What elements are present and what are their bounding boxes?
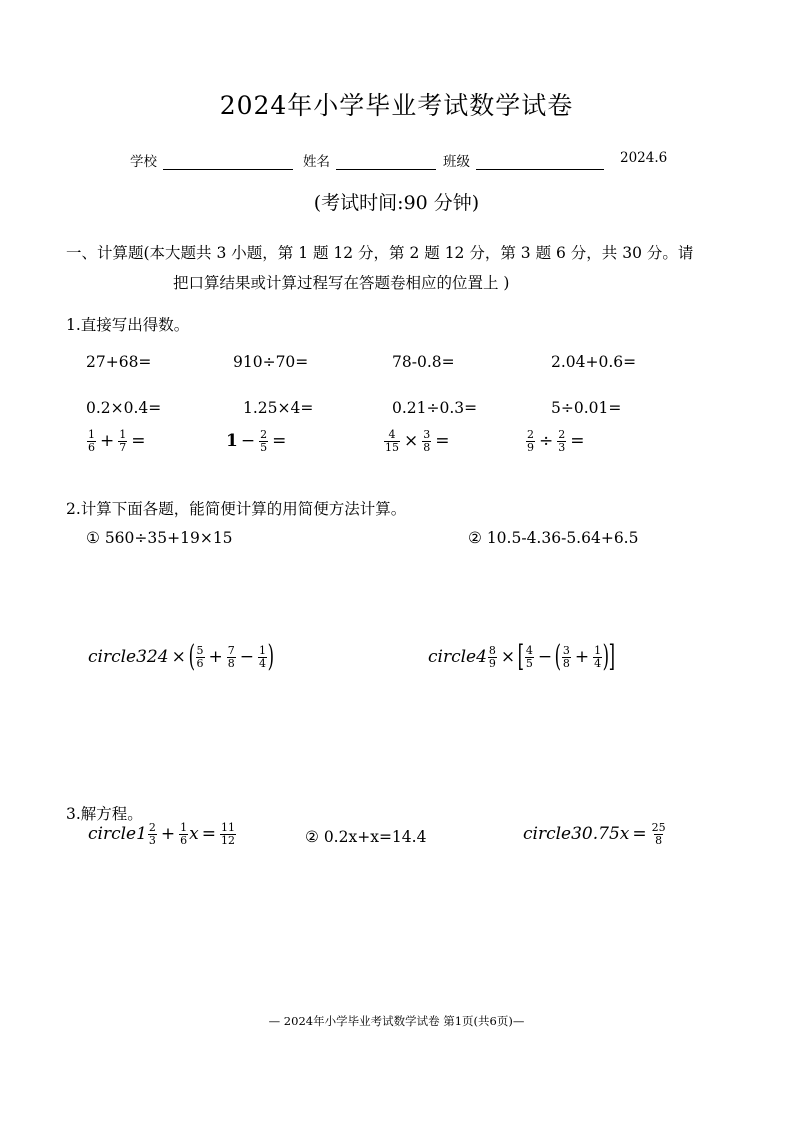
q2-problem-4: circle4 $\frac{8}{9}$ × [ $\frac{4}{5}$ − ( $\frac{3}{8}$ + $\frac{1}{4}$ ) ]	[428, 639, 615, 674]
question-2-heading: 2.计算下面各题，能简便计算的用简便方法计算。	[66, 500, 407, 518]
fraction: $\frac{2}{9}$	[527, 428, 534, 454]
fraction: $\frac{3}{8}$	[423, 428, 431, 454]
q1-expr-11: $\frac{4}{15}$ × $\frac{3}{8}$ =	[385, 428, 450, 454]
school-blank	[163, 155, 293, 170]
q2-problem-1: ① 560÷35+19×15	[86, 529, 233, 547]
q1-expr-3: 78-0.8=	[392, 353, 455, 371]
q1-expr-2: 910÷70=	[233, 353, 309, 371]
name-field	[303, 150, 438, 170]
q2-problem-3: circle324 × ( $\frac{5}{6}$ + $\frac{7}{8}$ − $\frac{1}{4}$ )	[88, 639, 275, 674]
question-3-heading: 3.解方程。	[66, 805, 143, 823]
name-label: 姓名	[303, 154, 330, 170]
fraction: $\frac{2}{5}$	[260, 428, 268, 454]
q1-expr-10: 1 − $\frac{2}{5}$ =	[226, 428, 287, 454]
fraction: $\frac{1}{7}$	[119, 428, 127, 454]
class-blank	[476, 155, 604, 170]
section-1-instructions-cont: 把口算结果或计算过程写在答题卷相应的位置上 )	[173, 274, 510, 292]
q1-expr-5: 0.2×0.4=	[86, 399, 162, 417]
q1-expr-7: 0.21÷0.3=	[392, 399, 478, 417]
fraction: $\frac{1}{6}$	[88, 428, 95, 454]
q1-expr-4: 2.04+0.6=	[551, 353, 637, 371]
fraction: $\frac{2}{3}$	[558, 428, 566, 454]
exam-duration: (考试时间:90 分钟)	[313, 192, 480, 214]
class-field	[443, 150, 606, 170]
q2-problem-2: ② 10.5-4.36-5.64+6.5	[468, 529, 639, 547]
question-1-heading: 1.直接写出得数。	[66, 316, 190, 334]
q1-expr-6: 1.25×4=	[243, 399, 314, 417]
fraction: $\frac{4}{15}$	[385, 428, 399, 454]
school-field	[130, 150, 295, 170]
name-blank	[336, 155, 436, 170]
page-title: 2024年小学毕业考试数学试卷	[219, 91, 574, 120]
q1-expr-8: 5÷0.01=	[551, 399, 622, 417]
exam-date: 2024.6	[620, 150, 668, 166]
q1-expr-9: $\frac{1}{6}$ + $\frac{1}{7}$ =	[88, 428, 146, 454]
q3-equation-1: circle1 $\frac{2}{3}$ + $\frac{1}{6}$ x = $\frac{11}{12}$	[88, 821, 236, 847]
q3-equation-2: ② 0.2x+x=14.4	[305, 828, 427, 846]
class-label: 班级	[443, 154, 470, 170]
section-1-instructions: 一、计算题(本大题共 3 小题，第 1 题 12 分，第 2 题 12 分，第 3 题 6 分，共 30 分。请	[66, 244, 694, 262]
q1-expr-1: 27+68=	[86, 353, 152, 371]
q3-equation-3: circle30.75 x = $\frac{25}{8}$	[523, 821, 666, 847]
school-label: 学校	[130, 154, 157, 170]
q1-expr-12: $\frac{2}{9}$ ÷ $\frac{2}{3}$ =	[527, 428, 585, 454]
page-footer: — 2024年小学毕业考试数学试卷 第1页(共6页)—	[268, 1014, 525, 1028]
